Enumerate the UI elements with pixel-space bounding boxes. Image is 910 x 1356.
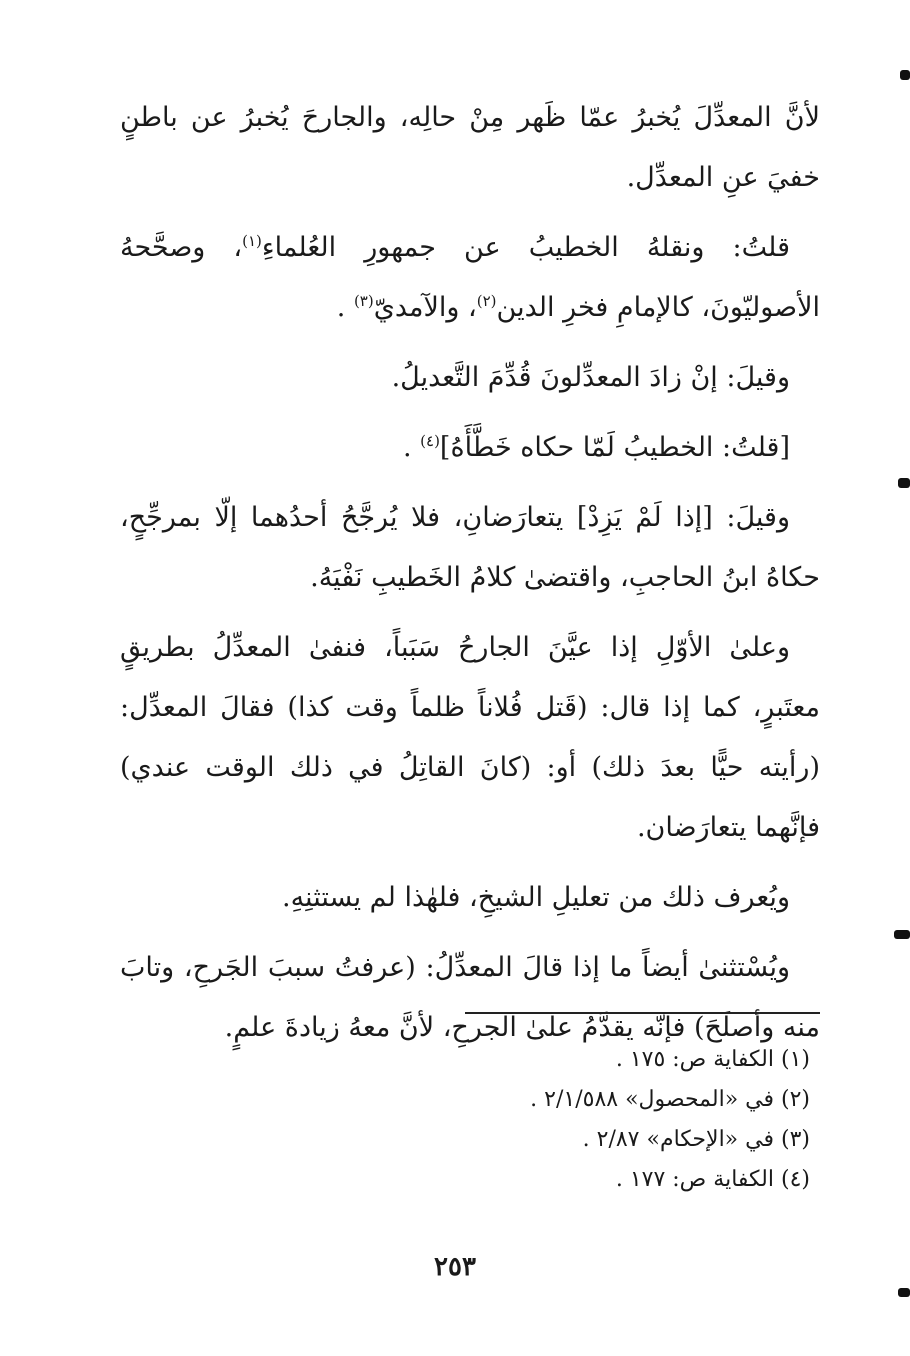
paragraph-4-end: . bbox=[402, 432, 421, 463]
paragraph-2-text-c: ، والآمديّ bbox=[373, 292, 477, 323]
footnote-ref-3[interactable]: (٣) bbox=[353, 292, 374, 310]
page-number: ٢٥٣ bbox=[434, 1252, 476, 1282]
paragraph-3 bbox=[120, 348, 820, 408]
footnote-1: (١) الكفاية ص: ١٧٥ . bbox=[615, 1047, 810, 1072]
footnote-ref-1[interactable]: (١) bbox=[242, 232, 262, 250]
paragraph-2-text-a: قلتُ: ونقلهُ الخطيبُ عن جمهورِ العُلماءِ bbox=[261, 232, 790, 263]
footnote-separator bbox=[465, 1012, 820, 1014]
paragraph-5-text: وقيلَ: [إذا لَمْ يَزِدْ] يتعارَضانِ، فلا يُرجَّحُ أحدُهما إلّا بمرجِّحٍ، حكاهُ ابنُ الحاجبِ، واقتضىٰ كلامُ الخَطيبِ نَفْيَهُ. bbox=[120, 502, 820, 593]
footnotes-section bbox=[300, 1040, 810, 1200]
binding-mark-top bbox=[900, 70, 910, 80]
paragraph-2-text-b: ، وصحَّحهُ الأصوليّونَ، كالإمامِ فخرِ الدين bbox=[120, 232, 820, 323]
paragraph-6 bbox=[120, 618, 820, 858]
paragraph-7-text: ويُعرف ذلك من تعليلِ الشيخِ، فلهٰذا لم يستثنِهِ. bbox=[281, 882, 790, 913]
paragraph-7 bbox=[120, 868, 820, 928]
paragraph-4-text: [قلتُ: الخطيبُ لَمّا حكاه خَطَّأَهُ] bbox=[439, 432, 790, 463]
paragraph-1-text: لأنَّ المعدِّلَ يُخبرُ عمّا ظَهر مِنْ حالِه، والجارحَ يُخبرُ عن باطنٍ خفيَ عنِ المعدِّل. bbox=[120, 102, 820, 193]
paragraph-1 bbox=[120, 88, 820, 208]
paragraph-2-text-d: . bbox=[336, 292, 354, 323]
paragraph-5 bbox=[120, 488, 820, 608]
paragraph-4 bbox=[120, 418, 820, 478]
paragraph-8-text: ويُسْتثنىٰ أيضاً ما إذا قالَ المعدِّلُ: (عرفتُ سببَ الجَرحِ، وتابَ منه وأصلَحَ) فإنّه يقدَّمُ علىٰ الجرحِ، لأنَّ معهُ زيادةَ علمٍ. bbox=[120, 952, 820, 1043]
footnote-ref-2[interactable]: (٢) bbox=[476, 292, 497, 310]
footnote-2: (٢) في «المحصول» ٢/١/٥٨٨ . bbox=[530, 1087, 810, 1112]
binding-mark-bottom bbox=[898, 1288, 910, 1297]
footnote-4: (٤) الكفاية ص: ١٧٧ . bbox=[615, 1167, 810, 1192]
paragraph-2 bbox=[120, 218, 820, 338]
paragraph-3-text: وقيلَ: إنْ زادَ المعدِّلونَ قُدِّمَ التَّعديلُ. bbox=[391, 362, 790, 393]
binding-mark-middle-upper bbox=[898, 478, 910, 488]
footnote-ref-4[interactable]: (٤) bbox=[420, 432, 440, 450]
footnote-3: (٣) في «الإحكام» ٢/٨٧ . bbox=[582, 1127, 810, 1152]
binding-mark-middle-lower bbox=[894, 930, 910, 939]
main-text bbox=[120, 88, 820, 1068]
paragraph-6-text: وعلىٰ الأوّلِ إذا عيَّنَ الجارحُ سَبَباً، فنفىٰ المعدِّلُ بطريقٍ معتَبرٍ، كما إذا قال: (قَتل فُلاناً ظلماً وقت كذا) فقالَ المعدِّل: (رأيته حيًّا بعدَ ذلك) أو: (كانَ القاتِلُ في ذلك الوقت عندي) فإنَّهما يتعارَضان. bbox=[120, 632, 820, 843]
